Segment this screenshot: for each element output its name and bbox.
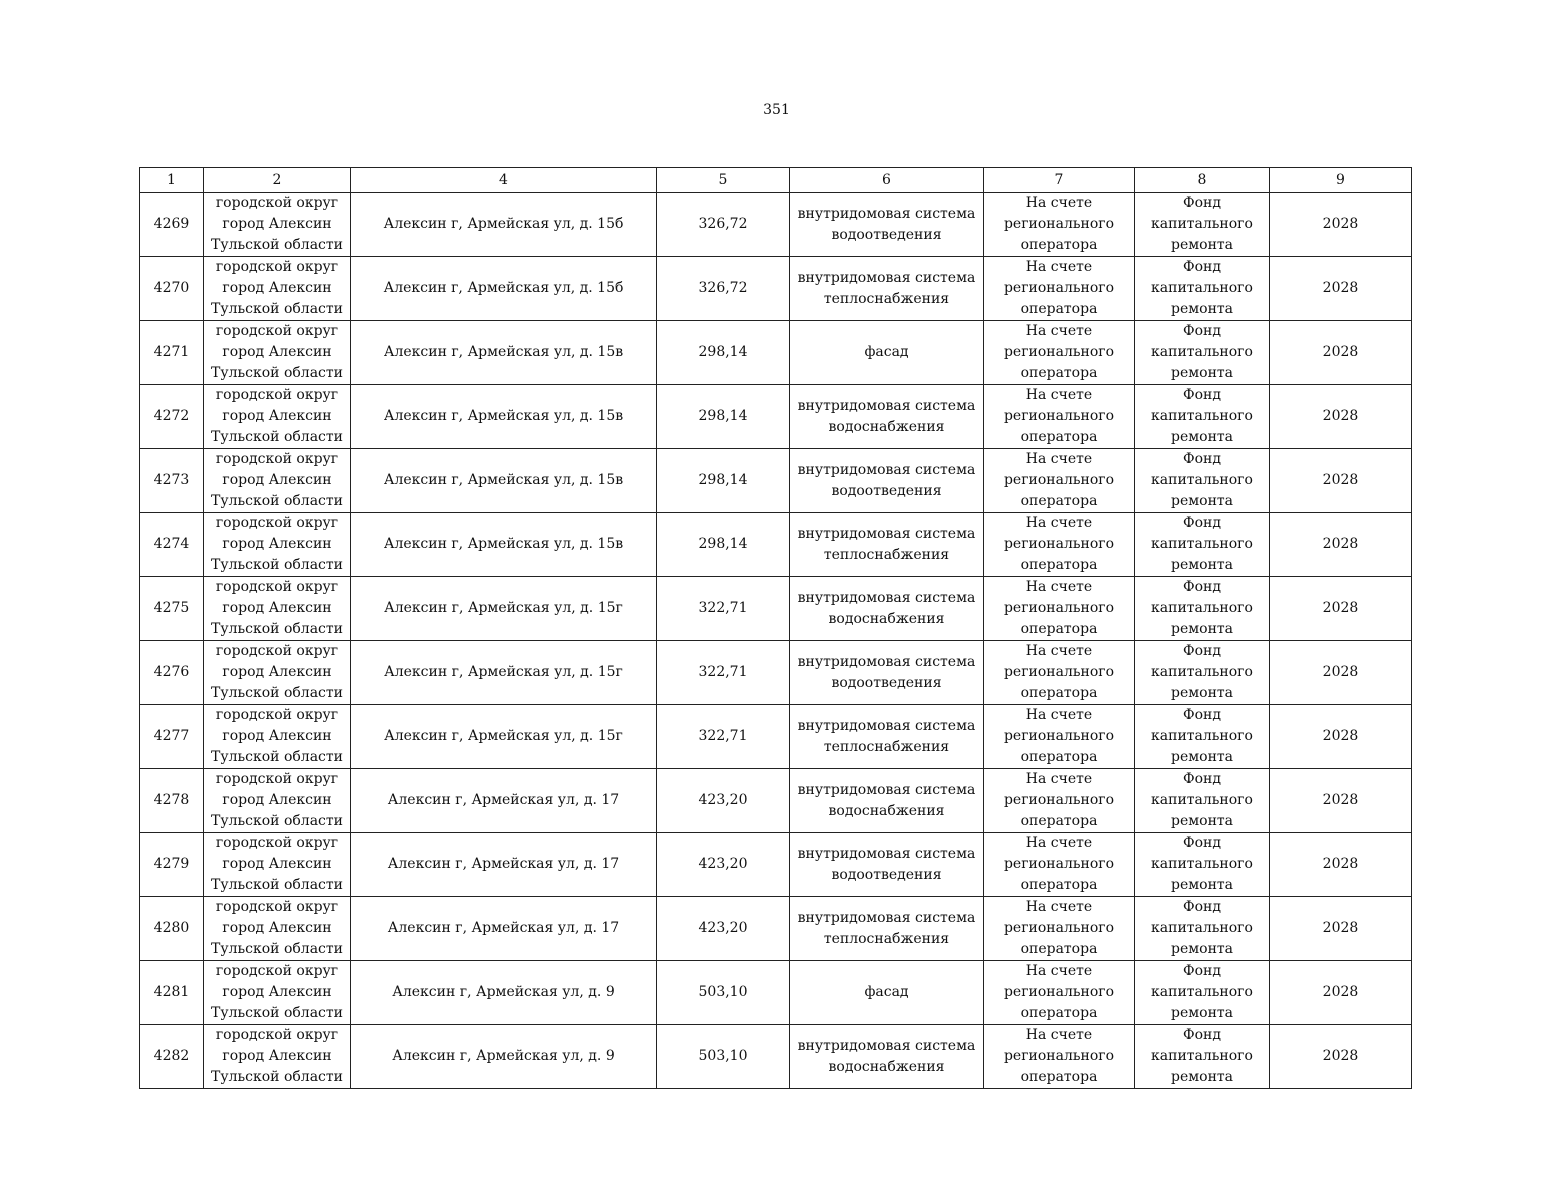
row-number-cell-text: 4277 [153,728,190,744]
column-header: 7 [984,168,1135,193]
row-number-cell-text: 4274 [153,536,190,552]
address-cell [351,833,657,897]
funding-source-cell-text: Фонд капитального ремонта [1151,963,1253,1021]
address-cell-text: Алексин г, Армейская ул, д. 15б [383,216,624,232]
row-number-cell-text: 4280 [153,920,190,936]
table-row [140,897,1412,961]
address-cell [351,321,657,385]
area-cell-text: 298,14 [698,344,748,360]
work-type-cell [790,1025,984,1089]
account-type-cell [984,449,1135,513]
account-type-cell [984,257,1135,321]
column-header: 4 [351,168,657,193]
account-type-cell [984,513,1135,577]
account-type-cell [984,769,1135,833]
account-type-cell [984,833,1135,897]
municipality-cell [204,193,351,257]
work-type-cell-text: внутридомовая система теплоснабжения [797,717,976,755]
area-cell [657,1025,790,1089]
address-cell [351,385,657,449]
municipality-cell-text: городской округ город Алексин Тульской области [211,259,343,317]
row-number-cell-text: 4271 [153,344,190,360]
row-number-cell-text: 4272 [153,408,190,424]
table-row [140,961,1412,1025]
funding-source-cell-text: Фонд капитального ремонта [1151,195,1253,253]
work-type-cell-text: внутридомовая система водоснабжения [797,1037,976,1075]
area-cell-text: 423,20 [698,792,748,808]
area-cell [657,257,790,321]
funding-source-cell-text: Фонд капитального ремонта [1151,835,1253,893]
account-type-cell-text: На счете регионального оператора [1003,259,1115,317]
row-number-cell [140,577,204,641]
row-number-cell [140,897,204,961]
account-type-cell [984,705,1135,769]
municipality-cell-text: городской округ город Алексин Тульской области [211,451,343,509]
work-type-cell-text: внутридомовая система теплоснабжения [797,269,976,307]
year-cell [1270,961,1412,1025]
column-header: 2 [204,168,351,193]
account-type-cell-text: На счете регионального оператора [1003,771,1115,829]
area-cell [657,833,790,897]
work-type-cell [790,513,984,577]
year-cell-text: 2028 [1322,856,1359,872]
year-cell-text: 2028 [1322,536,1359,552]
funding-source-cell [1135,769,1270,833]
year-cell [1270,897,1412,961]
address-cell [351,193,657,257]
municipality-cell [204,833,351,897]
area-cell-text: 322,71 [698,600,748,616]
area-cell-text: 423,20 [698,920,748,936]
area-cell [657,769,790,833]
address-cell-text: Алексин г, Армейская ул, д. 15г [384,728,623,744]
area-cell-text: 298,14 [698,536,748,552]
account-type-cell-text: На счете регионального оператора [1003,451,1115,509]
row-number-cell-text: 4269 [153,216,190,232]
area-cell-text: 326,72 [698,216,748,232]
table-row [140,1025,1412,1089]
row-number-cell [140,961,204,1025]
municipality-cell [204,705,351,769]
year-cell [1270,321,1412,385]
municipality-cell-text: городской округ город Алексин Тульской области [211,195,343,253]
table-row [140,769,1412,833]
page-number: 351 [763,102,790,118]
work-type-cell [790,257,984,321]
area-cell [657,897,790,961]
row-number-cell [140,449,204,513]
address-cell-text: Алексин г, Армейская ул, д. 15в [383,344,624,360]
work-type-cell-text: внутридомовая система водоотведения [797,653,976,691]
account-type-cell-text: На счете регионального оператора [1003,963,1115,1021]
funding-source-cell [1135,193,1270,257]
year-cell [1270,513,1412,577]
row-number-cell-text: 4281 [153,984,190,1000]
work-type-cell-text: фасад [864,984,909,1000]
area-cell-text: 298,14 [698,408,748,424]
column-header: 9 [1270,168,1412,193]
work-type-cell [790,193,984,257]
account-type-cell [984,321,1135,385]
work-type-cell [790,321,984,385]
municipality-cell [204,513,351,577]
row-number-cell-text: 4276 [153,664,190,680]
area-cell-text: 503,10 [698,984,748,1000]
funding-source-cell [1135,321,1270,385]
account-type-cell-text: На счете регионального оператора [1003,707,1115,765]
work-type-cell [790,577,984,641]
year-cell-text: 2028 [1322,344,1359,360]
area-cell [657,961,790,1025]
address-cell-text: Алексин г, Армейская ул, д. 17 [387,856,620,872]
funding-source-cell-text: Фонд капитального ремонта [1151,899,1253,957]
column-header: 8 [1135,168,1270,193]
municipality-cell [204,897,351,961]
year-cell [1270,577,1412,641]
row-number-cell [140,833,204,897]
work-type-cell-text: внутридомовая система теплоснабжения [797,909,976,947]
work-type-cell-text: внутридомовая система водоотведения [797,205,976,243]
row-number-cell [140,769,204,833]
table-row [140,833,1412,897]
account-type-cell-text: На счете регионального оператора [1003,387,1115,445]
area-cell [657,449,790,513]
funding-source-cell [1135,705,1270,769]
municipality-cell [204,1025,351,1089]
area-cell-text: 503,10 [698,1048,748,1064]
account-type-cell [984,1025,1135,1089]
account-type-cell [984,897,1135,961]
area-cell-text: 322,71 [698,728,748,744]
municipality-cell [204,449,351,513]
work-type-cell [790,385,984,449]
municipality-cell-text: городской округ город Алексин Тульской области [211,707,343,765]
row-number-cell-text: 4275 [153,600,190,616]
account-type-cell-text: На счете регионального оператора [1003,515,1115,573]
address-cell [351,577,657,641]
address-cell-text: Алексин г, Армейская ул, д. 15в [383,536,624,552]
work-type-cell [790,833,984,897]
year-cell-text: 2028 [1322,1048,1359,1064]
funding-source-cell-text: Фонд капитального ремонта [1151,771,1253,829]
row-number-cell [140,193,204,257]
row-number-cell [140,257,204,321]
year-cell-text: 2028 [1322,472,1359,488]
year-cell-text: 2028 [1322,408,1359,424]
work-type-cell [790,449,984,513]
table-row [140,641,1412,705]
row-number-cell-text: 4270 [153,280,190,296]
funding-source-cell-text: Фонд капитального ремонта [1151,1027,1253,1085]
account-type-cell-text: На счете регионального оператора [1003,579,1115,637]
funding-source-cell-text: Фонд капитального ремонта [1151,451,1253,509]
year-cell [1270,641,1412,705]
address-cell-text: Алексин г, Армейская ул, д. 9 [392,984,615,1000]
account-type-cell-text: На счете регионального оператора [1003,835,1115,893]
funding-source-cell [1135,385,1270,449]
account-type-cell [984,385,1135,449]
work-type-cell [790,641,984,705]
municipality-cell-text: городской округ город Алексин Тульской области [211,323,343,381]
address-cell [351,705,657,769]
table-row [140,193,1412,257]
table-row [140,513,1412,577]
municipality-cell [204,641,351,705]
year-cell [1270,449,1412,513]
account-type-cell-text: На счете регионального оператора [1003,1027,1115,1085]
capital-repair-table [139,167,1412,1089]
account-type-cell [984,961,1135,1025]
account-type-cell [984,577,1135,641]
funding-source-cell-text: Фонд капитального ремонта [1151,387,1253,445]
municipality-cell-text: городской округ город Алексин Тульской области [211,643,343,701]
work-type-cell-text: внутридомовая система водоотведения [797,845,976,883]
year-cell [1270,257,1412,321]
year-cell [1270,385,1412,449]
municipality-cell-text: городской округ город Алексин Тульской области [211,771,343,829]
address-cell-text: Алексин г, Армейская ул, д. 17 [387,920,620,936]
address-cell [351,1025,657,1089]
table-row [140,449,1412,513]
municipality-cell [204,577,351,641]
header-row [140,168,1412,193]
address-cell-text: Алексин г, Армейская ул, д. 15в [383,408,624,424]
municipality-cell [204,769,351,833]
area-cell-text: 423,20 [698,856,748,872]
year-cell [1270,769,1412,833]
year-cell-text: 2028 [1322,728,1359,744]
municipality-cell-text: городской округ город Алексин Тульской области [211,387,343,445]
row-number-cell-text: 4273 [153,472,190,488]
year-cell [1270,1025,1412,1089]
year-cell-text: 2028 [1322,216,1359,232]
year-cell [1270,705,1412,769]
municipality-cell [204,385,351,449]
work-type-cell [790,769,984,833]
work-type-cell [790,961,984,1025]
column-header: 6 [790,168,984,193]
address-cell-text: Алексин г, Армейская ул, д. 15в [383,472,624,488]
work-type-cell-text: внутридомовая система водоотведения [797,461,976,499]
address-cell-text: Алексин г, Армейская ул, д. 15г [384,664,623,680]
work-type-cell-text: фасад [864,344,909,360]
row-number-cell [140,321,204,385]
table-row [140,705,1412,769]
area-cell [657,321,790,385]
funding-source-cell-text: Фонд капитального ремонта [1151,579,1253,637]
municipality-cell-text: городской округ город Алексин Тульской области [211,835,343,893]
year-cell [1270,833,1412,897]
funding-source-cell [1135,897,1270,961]
area-cell [657,705,790,769]
municipality-cell [204,257,351,321]
address-cell [351,961,657,1025]
municipality-cell-text: городской округ город Алексин Тульской области [211,579,343,637]
area-cell [657,385,790,449]
funding-source-cell [1135,833,1270,897]
funding-source-cell [1135,1025,1270,1089]
work-type-cell-text: внутридомовая система водоснабжения [797,781,976,819]
municipality-cell [204,961,351,1025]
area-cell [657,577,790,641]
address-cell-text: Алексин г, Армейская ул, д. 17 [387,792,620,808]
funding-source-cell-text: Фонд капитального ремонта [1151,259,1253,317]
column-header: 1 [140,168,204,193]
table-row [140,385,1412,449]
table-row [140,577,1412,641]
account-type-cell-text: На счете регионального оператора [1003,195,1115,253]
row-number-cell-text: 4282 [153,1048,190,1064]
column-header: 5 [657,168,790,193]
address-cell-text: Алексин г, Армейская ул, д. 9 [392,1048,615,1064]
row-number-cell-text: 4279 [153,856,190,872]
year-cell-text: 2028 [1322,280,1359,296]
table-body [140,193,1412,1089]
account-type-cell [984,193,1135,257]
funding-source-cell-text: Фонд капитального ремонта [1151,707,1253,765]
address-cell [351,449,657,513]
row-number-cell [140,385,204,449]
municipality-cell-text: городской округ город Алексин Тульской области [211,963,343,1021]
area-cell-text: 322,71 [698,664,748,680]
table-row [140,257,1412,321]
funding-source-cell-text: Фонд капитального ремонта [1151,515,1253,573]
account-type-cell-text: На счете регионального оператора [1003,899,1115,957]
year-cell-text: 2028 [1322,792,1359,808]
work-type-cell-text: внутридомовая система теплоснабжения [797,525,976,563]
account-type-cell-text: На счете регионального оператора [1003,323,1115,381]
row-number-cell [140,705,204,769]
funding-source-cell [1135,513,1270,577]
address-cell [351,769,657,833]
area-cell [657,513,790,577]
work-type-cell-text: внутридомовая система водоснабжения [797,397,976,435]
work-type-cell [790,705,984,769]
area-cell [657,193,790,257]
row-number-cell-text: 4278 [153,792,190,808]
address-cell [351,897,657,961]
year-cell [1270,193,1412,257]
area-cell [657,641,790,705]
work-type-cell-text: внутридомовая система водоснабжения [797,589,976,627]
address-cell [351,513,657,577]
row-number-cell [140,513,204,577]
year-cell-text: 2028 [1322,984,1359,1000]
funding-source-cell-text: Фонд капитального ремонта [1151,323,1253,381]
address-cell-text: Алексин г, Армейская ул, д. 15г [384,600,623,616]
area-cell-text: 326,72 [698,280,748,296]
account-type-cell-text: На счете регионального оператора [1003,643,1115,701]
municipality-cell-text: городской округ город Алексин Тульской области [211,899,343,957]
address-cell [351,257,657,321]
work-type-cell [790,897,984,961]
area-cell-text: 298,14 [698,472,748,488]
year-cell-text: 2028 [1322,600,1359,616]
row-number-cell [140,1025,204,1089]
funding-source-cell [1135,449,1270,513]
year-cell-text: 2028 [1322,664,1359,680]
table-row [140,321,1412,385]
funding-source-cell [1135,257,1270,321]
municipality-cell-text: городской округ город Алексин Тульской области [211,515,343,573]
funding-source-cell [1135,961,1270,1025]
address-cell-text: Алексин г, Армейская ул, д. 15б [383,280,624,296]
funding-source-cell [1135,577,1270,641]
address-cell [351,641,657,705]
municipality-cell-text: городской округ город Алексин Тульской области [211,1027,343,1085]
account-type-cell [984,641,1135,705]
funding-source-cell [1135,641,1270,705]
year-cell-text: 2028 [1322,920,1359,936]
funding-source-cell-text: Фонд капитального ремонта [1151,643,1253,701]
municipality-cell [204,321,351,385]
row-number-cell [140,641,204,705]
